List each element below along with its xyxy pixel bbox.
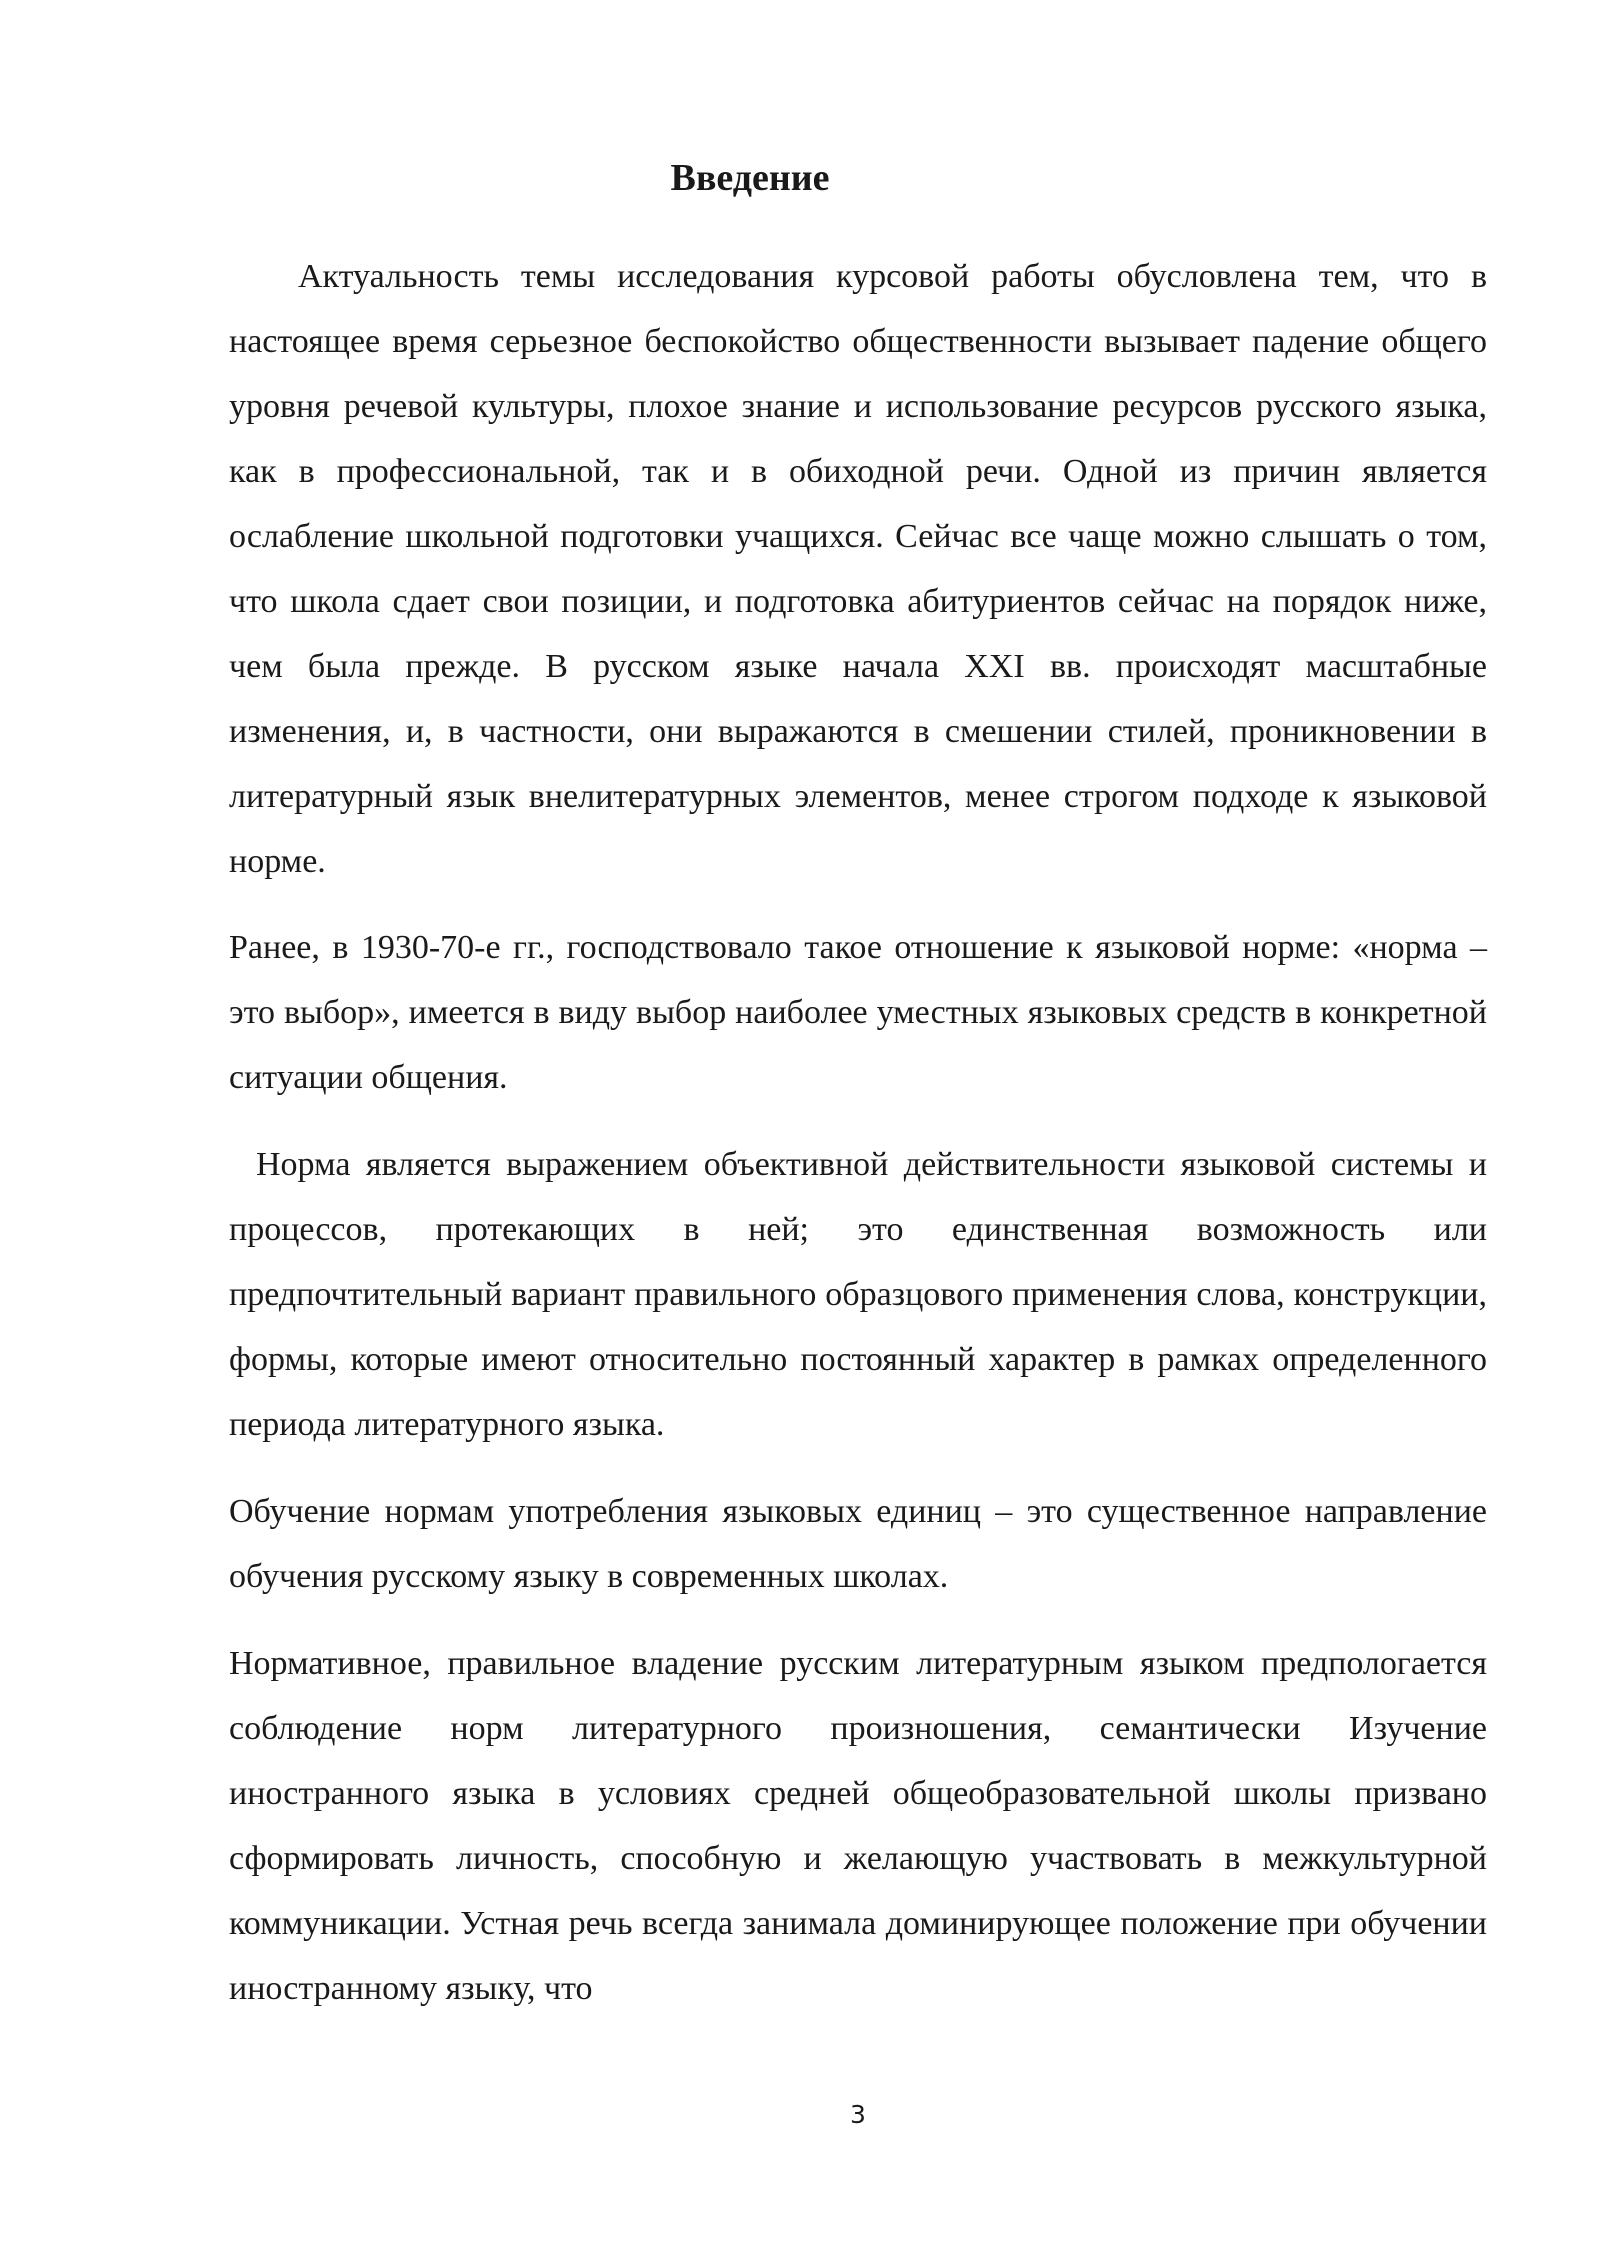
paragraph-relevance: Актуальность темы исследования курсовой работы обусловлена тем, что в настоящее время серьезное беспокойство общественности вызывает падение общего уровня речевой культуры, плохое знание и использование ресурсов русского языка, как в профессиональной, так и в обиходной речи. Одной из причин является ослабление школьной подготовки учащихся. Сейчас все чаще можно слышать о том, что школа сдает свои позиции, и подготовка абитуриентов сейчас на порядок ниже, чем была прежде. В русском языке начала XXI вв. происходят масштабные изменения, и, в частности, они выражаются в смешении стилей, проникновении в литературный язык внелитературных элементов, менее строгом подходе к языковой норме. bbox=[229, 258, 1487, 880]
page-number: 3 bbox=[850, 2100, 866, 2129]
paragraph-norm-definition: Норма является выражением объективной действительности языковой системы и процессов, протекающих в ней; это единственная возможность или предпочтительный вариант правильного образцового применения слова, конструкции, формы, которые имеют относительно постоянный характер в рамках определенного периода литературного языка. bbox=[229, 1146, 1487, 1443]
paragraph-normative-usage: Нормативное, правильное владение русским литературным языком предпологается соблюдение норм литературного произношения, семантически Изучение иностранного языка в условиях средней общеобразовательной школы призвано сформировать личность, способную и желающую участвовать в межкультурной коммуникации. Устная речь всегда занимала доминирующее положение при обучении иностранному языку, что bbox=[229, 1645, 1487, 2007]
section-title: Введение bbox=[670, 157, 830, 199]
paragraph-teaching-norms: Обучение нормам употребления языковых единиц – это существенное направление обучения русскому языку в современных школах. bbox=[229, 1493, 1487, 1595]
paragraph-norm-choice: Ранее, в 1930-70-е гг., господствовало такое отношение к языковой норме: «норма – это выбор», имеется в виду выбор наиболее уместных языковых средств в конкретной ситуации общения. bbox=[229, 929, 1487, 1096]
body-text bbox=[229, 244, 1487, 2021]
